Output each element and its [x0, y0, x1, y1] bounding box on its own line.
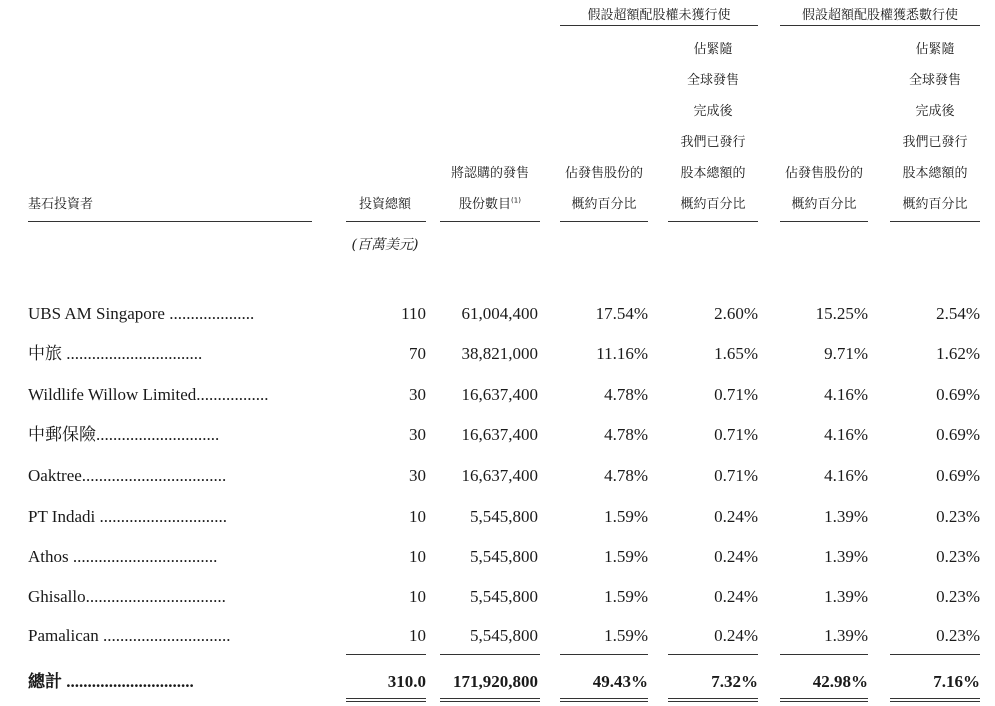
- total-pct-offer-not-exercised: 49.43%: [592, 672, 648, 691]
- pct-total-not-exercised: 0.71%: [714, 466, 758, 485]
- investor-name: UBS AM Singapore ....................: [28, 304, 255, 323]
- column-header-shares: [440, 158, 540, 220]
- total-row: [0, 667, 995, 697]
- subtotal-rule-pct-offer-2: [780, 654, 868, 655]
- subtotal-rule-amount: [346, 654, 426, 655]
- column-header-amount: [346, 189, 424, 220]
- pct-total-fully-exercised: 0.23%: [936, 547, 980, 566]
- total-double-rule-pct-total-1: [668, 698, 758, 702]
- subtotal-rule-pct-offer-1: [560, 654, 648, 655]
- pct-total-fully-exercised: 1.62%: [936, 344, 980, 363]
- column-header-shares-line-2: [440, 189, 540, 220]
- column-header-pct-offer-not-exercised: [560, 158, 648, 220]
- pct-offer-not-exercised: 11.16%: [596, 344, 648, 363]
- investment-amount: 110: [401, 304, 426, 323]
- table-row: [0, 542, 995, 572]
- group-header-fully-exercised: 假設超額配股權獲悉數行使: [801, 8, 958, 23]
- header-underline-pct-total-1: [668, 221, 758, 222]
- investor-name: Oaktree..................................: [28, 466, 227, 485]
- pct-total-fully-exercised: 0.23%: [936, 507, 980, 526]
- pct-total-not-exercised: 1.65%: [714, 344, 758, 363]
- pct-offer-fully-exercised: 1.39%: [824, 587, 868, 606]
- header-underline-investor: [28, 221, 312, 222]
- column-header-pct-total-fully-exercised-line-1: 佔緊隨: [915, 42, 955, 57]
- pct-offer-fully-exercised: 1.39%: [824, 626, 868, 645]
- pct-total-fully-exercised: 0.69%: [936, 466, 980, 485]
- pct-offer-fully-exercised: 9.71%: [824, 344, 868, 363]
- offer-shares: 16,637,400: [461, 425, 538, 444]
- total-double-rule-shares: [440, 698, 540, 702]
- column-header-pct-offer-not-exercised-line-1: 佔發售股份的: [564, 166, 643, 181]
- column-header-pct-total-not-exercised-line-6: 概約百分比: [680, 197, 746, 212]
- table-row: [0, 621, 995, 651]
- pct-total-not-exercised: 0.71%: [714, 425, 758, 444]
- pct-total-fully-exercised: 0.69%: [936, 385, 980, 404]
- investor-name: Athos ..................................: [28, 547, 218, 566]
- header-underline-pct-total-2: [890, 221, 980, 222]
- pct-offer-not-exercised: 4.78%: [604, 385, 648, 404]
- total-pct-total-fully-exercised: 7.16%: [933, 672, 980, 691]
- column-header-investor-text: 基石投資者: [28, 197, 94, 212]
- header-underline-shares: [440, 221, 540, 222]
- column-header-pct-total-fully-exercised-line-2: 全球發售: [908, 73, 961, 88]
- pct-offer-not-exercised: 1.59%: [604, 547, 648, 566]
- column-header-pct-total-not-exercised-line-1: 佔緊隨: [693, 42, 733, 57]
- column-header-pct-total-fully-exercised-line-5: 股本總額的: [902, 166, 968, 181]
- pct-offer-fully-exercised: 4.16%: [824, 425, 868, 444]
- offer-shares: 16,637,400: [461, 466, 538, 485]
- column-header-pct-total-not-exercised-line-5: 股本總額的: [680, 166, 746, 181]
- pct-total-not-exercised: 0.24%: [714, 507, 758, 526]
- table-row: [0, 339, 995, 369]
- column-header-pct-total-not-exercised-line-3: 完成後: [693, 104, 733, 119]
- subtotal-rule-shares: [440, 654, 540, 655]
- investor-name: Wildlife Willow Limited.................: [28, 385, 269, 404]
- pct-offer-fully-exercised: 1.39%: [824, 547, 868, 566]
- pct-offer-fully-exercised: 1.39%: [824, 507, 868, 526]
- pct-offer-not-exercised: 4.78%: [604, 466, 648, 485]
- table-row: [0, 502, 995, 532]
- pct-offer-not-exercised: 1.59%: [604, 626, 648, 645]
- total-double-rule-pct-offer-2: [780, 698, 868, 702]
- pct-total-not-exercised: 0.24%: [714, 587, 758, 606]
- amount-unit-label: (百萬美元): [351, 237, 419, 253]
- table-row: [0, 380, 995, 410]
- offer-shares: 16,637,400: [461, 385, 538, 404]
- pct-total-not-exercised: 0.24%: [714, 626, 758, 645]
- column-header-pct-total-not-exercised-line-4: 我們已發行: [680, 135, 746, 150]
- pct-total-fully-exercised: 0.69%: [936, 425, 980, 444]
- offer-shares: 5,545,800: [470, 547, 538, 566]
- total-double-rule-amount: [346, 698, 426, 702]
- pct-offer-not-exercised: 4.78%: [604, 425, 648, 444]
- column-header-amount-text: 投資總額: [358, 197, 411, 212]
- column-header-pct-offer-not-exercised-line-2: 概約百分比: [571, 197, 637, 212]
- column-header-investor: [28, 189, 93, 220]
- total-pct-total-not-exercised: 7.32%: [711, 672, 758, 691]
- total-double-rule-pct-total-2: [890, 698, 980, 702]
- column-header-pct-offer-fully-exercised-line-2: 概約百分比: [791, 197, 857, 212]
- investment-amount: 30: [409, 385, 426, 404]
- group-underline-not-exercised: [560, 25, 758, 26]
- total-investment-amount: 310.0: [387, 672, 426, 691]
- column-header-pct-offer-fully-exercised: [780, 158, 868, 220]
- pct-offer-fully-exercised: 4.16%: [824, 466, 868, 485]
- investment-amount: 10: [409, 626, 426, 645]
- pct-total-fully-exercised: 0.23%: [936, 587, 980, 606]
- subtotal-rule-pct-total-1: [668, 654, 758, 655]
- column-header-pct-total-fully-exercised-line-3: 完成後: [915, 104, 955, 119]
- offer-shares: 5,545,800: [470, 626, 538, 645]
- investor-name: 中郵保險.............................: [28, 425, 220, 444]
- group-header-not-exercised: 假設超額配股權未獲行使: [587, 8, 731, 23]
- investment-amount: 30: [409, 425, 426, 444]
- header-underline-pct-offer-1: [560, 221, 648, 222]
- pct-offer-not-exercised: 1.59%: [604, 507, 648, 526]
- pct-total-not-exercised: 2.60%: [714, 304, 758, 323]
- column-header-pct-total-not-exercised-line-2: 全球發售: [686, 73, 739, 88]
- header-underline-pct-offer-2: [780, 221, 868, 222]
- investment-amount: 10: [409, 587, 426, 606]
- table-row: [0, 461, 995, 491]
- total-double-rule-pct-offer-1: [560, 698, 648, 702]
- offer-shares: 38,821,000: [461, 344, 538, 363]
- column-header-pct-total-fully-exercised: [890, 34, 980, 220]
- pct-total-not-exercised: 0.24%: [714, 547, 758, 566]
- column-header-pct-total-not-exercised: [668, 34, 758, 220]
- pct-total-fully-exercised: 0.23%: [936, 626, 980, 645]
- investment-amount: 10: [409, 547, 426, 566]
- investor-name: 中旅 ................................: [28, 344, 203, 363]
- column-header-pct-total-fully-exercised-line-6: 概約百分比: [902, 197, 968, 212]
- total-label: 總計 ..............................: [28, 672, 194, 691]
- total-offer-shares: 171,920,800: [453, 672, 538, 691]
- pct-offer-fully-exercised: 4.16%: [824, 385, 868, 404]
- table-row: [0, 420, 995, 450]
- pct-offer-not-exercised: 17.54%: [595, 304, 648, 323]
- offer-shares: 5,545,800: [470, 507, 538, 526]
- pct-offer-fully-exercised: 15.25%: [815, 304, 868, 323]
- investor-name: Pamalican ..............................: [28, 626, 231, 645]
- offer-shares: 5,545,800: [470, 587, 538, 606]
- pct-total-fully-exercised: 2.54%: [936, 304, 980, 323]
- investment-amount: 10: [409, 507, 426, 526]
- investment-amount: 30: [409, 466, 426, 485]
- subtotal-rule-pct-total-2: [890, 654, 980, 655]
- column-header-shares-line-2-text: 股份數目: [459, 197, 512, 212]
- pct-offer-not-exercised: 1.59%: [604, 587, 648, 606]
- pct-total-not-exercised: 0.71%: [714, 385, 758, 404]
- investor-name: Ghisallo.................................: [28, 587, 226, 606]
- offer-shares: 61,004,400: [461, 304, 538, 323]
- column-header-pct-total-fully-exercised-line-4: 我們已發行: [902, 135, 968, 150]
- investor-name: PT Indadi ..............................: [28, 507, 227, 526]
- investment-amount: 70: [409, 344, 426, 363]
- group-underline-fully-exercised: [780, 25, 980, 26]
- total-pct-offer-fully-exercised: 42.98%: [812, 672, 868, 691]
- header-underline-amount: [346, 221, 426, 222]
- table-row: [0, 582, 995, 612]
- footnote-marker: (1): [511, 196, 521, 205]
- column-header-shares-line-1: 將認購的發售: [450, 166, 529, 181]
- table-row: [0, 299, 995, 329]
- column-header-pct-offer-fully-exercised-line-1: 佔發售股份的: [784, 166, 863, 181]
